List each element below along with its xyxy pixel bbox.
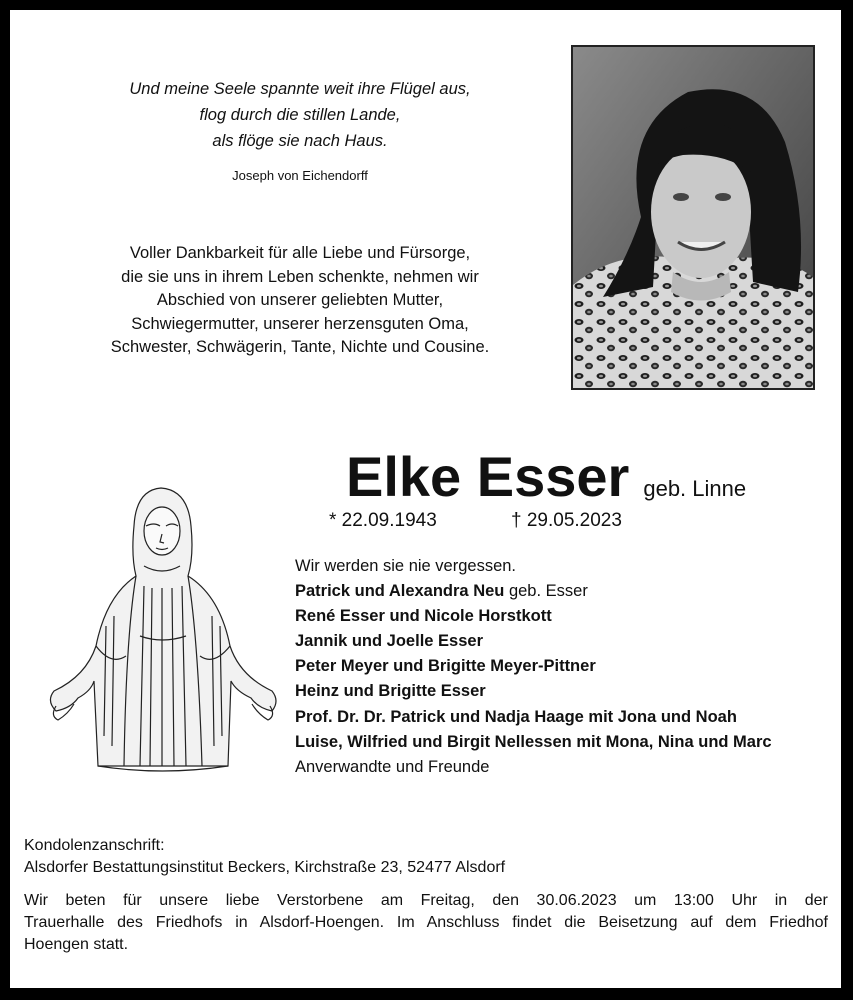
family-line: Prof. Dr. Dr. Patrick und Nadja Haage mit Jona und Noah	[295, 707, 737, 726]
family-line-rest: geb. Esser	[504, 582, 588, 601]
funeral-notice	[24, 890, 828, 956]
intro-line: Voller Dankbarkeit für alle Liebe und Fürsorge,	[129, 244, 471, 262]
condolence-address	[24, 835, 505, 879]
notice-word: Wir	[24, 892, 48, 909]
madonna-drawing	[36, 476, 286, 781]
family-closing: Anverwandte und Freunde	[295, 757, 490, 776]
intro-text	[70, 242, 530, 360]
poem-line: Und meine Seele spannte weit ihre Flügel aus,	[129, 80, 471, 98]
family-line	[295, 579, 772, 604]
madonna-illustration	[36, 476, 286, 781]
notice-line-3: Hoengen statt.	[24, 936, 129, 953]
notice-word: in	[774, 892, 788, 909]
family-line: Heinz und Brigitte Esser	[295, 682, 486, 701]
notice-word: der	[804, 892, 828, 909]
family-line: René Esser und Nicole Horstkott	[295, 607, 552, 626]
poem-author: Joseph von Eichendorff	[232, 168, 368, 183]
notice-word: Uhr	[731, 892, 758, 909]
intro-line: Abschied von unserer geliebten Mutter,	[156, 291, 444, 309]
notice-word: 13:00	[673, 892, 714, 909]
family-line: Luise, Wilfried und Birgit Nellessen mit Mona, Nina und Marc	[295, 732, 772, 751]
notice-word: Freitag,	[420, 892, 475, 909]
notice-word: um	[634, 892, 657, 909]
maiden-name: geb. Linne	[643, 476, 747, 501]
family-line-bold: Patrick und Alexandra Neu	[295, 582, 505, 601]
death-date: † 29.05.2023	[511, 510, 622, 531]
birth-date: * 22.09.1943	[329, 510, 437, 531]
notice-line-2: Trauerhalle des Friedhofs in Alsdorf-Hoengen. Im Anschluss findet die Beisetzung auf dem Friedhof	[24, 914, 828, 931]
portrait-image	[573, 47, 813, 388]
intro-line: Schwester, Schwägerin, Tante, Nichte und Cousine.	[110, 338, 490, 356]
intro-line: Schwiegermutter, unserer herzensguten Oma,	[131, 314, 469, 333]
poem-line: als flöge sie nach Haus.	[212, 132, 388, 150]
family-opening: Wir werden sie nie vergessen.	[295, 557, 517, 575]
deceased-name: Elke Esser	[346, 445, 630, 508]
obituary-card	[10, 10, 841, 988]
intro-line: die sie uns in ihrem Leben schenkte, nehmen wir	[121, 267, 479, 286]
portrait-photo	[571, 45, 815, 390]
notice-word: den	[492, 892, 520, 909]
notice-word: unsere	[159, 892, 209, 909]
family-line: Jannik und Joelle Esser	[295, 632, 483, 651]
notice-line-1	[24, 890, 828, 912]
poem	[70, 76, 530, 154]
condolence-address-line: Alsdorfer Bestattungsinstitut Beckers, Kirchstraße 23, 52477 Alsdorf	[24, 859, 506, 876]
deceased-name-line	[346, 444, 746, 509]
family-line: Peter Meyer und Brigitte Meyer-Pittner	[295, 657, 596, 676]
notice-word: 30.06.2023	[536, 892, 617, 909]
condolence-label: Kondolenzanschrift:	[24, 837, 165, 854]
notice-word: am	[380, 892, 404, 909]
notice-word: für	[123, 892, 142, 909]
notice-word: Verstorbene	[277, 892, 364, 909]
notice-word: liebe	[225, 892, 260, 909]
poem-line: flog durch die stillen Lande,	[199, 106, 401, 124]
family-list	[295, 554, 772, 780]
notice-word: beten	[65, 892, 106, 909]
